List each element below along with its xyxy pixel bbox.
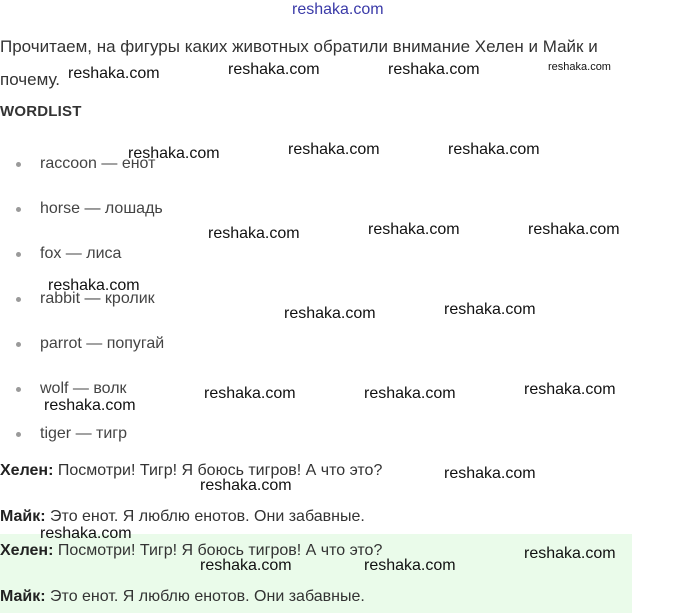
bullet-icon xyxy=(16,432,21,437)
wordlist-item-text: raccoon — енот xyxy=(40,155,156,172)
watermark: reshaka.com xyxy=(524,381,616,398)
speaker-name: Хелен: xyxy=(0,462,54,479)
bullet-icon xyxy=(16,387,21,392)
dialog-line xyxy=(0,588,365,606)
dialog-text: Посмотри! Тигр! Я боюсь тигров! А что это? xyxy=(53,462,383,479)
watermark: reshaka.com xyxy=(388,61,480,78)
bullet-icon xyxy=(16,207,21,212)
speaker-name: Майк: xyxy=(0,588,46,605)
wordlist-item-text: tiger — тигр xyxy=(40,425,128,442)
watermark: reshaka.com xyxy=(444,301,536,318)
wordlist-item-text: wolf — волк xyxy=(40,380,127,397)
watermark: reshaka.com xyxy=(524,545,616,562)
dialog-text: Это енот. Я люблю енотов. Они забавные. xyxy=(45,508,365,525)
dialog-text: Это енот. Я люблю енотов. Они забавные. xyxy=(45,588,365,605)
dialog-text: Посмотри! Тигр! Я боюсь тигров! А что это? xyxy=(53,542,383,559)
watermark: reshaka.com xyxy=(548,61,611,73)
bullet-icon xyxy=(16,162,21,167)
dialog-line xyxy=(0,462,382,480)
watermark: reshaka.com xyxy=(444,465,536,482)
watermark: reshaka.com xyxy=(200,477,292,494)
watermark: reshaka.com xyxy=(48,277,140,294)
bullet-icon xyxy=(16,297,21,302)
speaker-name: Майк: xyxy=(0,508,46,525)
watermark: reshaka.com xyxy=(68,65,160,82)
bullet-icon xyxy=(16,342,21,347)
watermark: reshaka.com xyxy=(364,557,456,574)
watermark: reshaka.com xyxy=(288,141,380,158)
watermark: reshaka.com xyxy=(200,557,292,574)
wordlist-item-text: rabbit — кролик xyxy=(40,290,155,307)
watermark: reshaka.com xyxy=(228,61,320,78)
watermark: reshaka.com xyxy=(40,525,132,542)
watermark-top: reshaka.com xyxy=(292,1,384,18)
bullet-icon xyxy=(16,252,21,257)
wordlist-item-text: fox — лиса xyxy=(40,245,122,262)
speaker-name: Хелен: xyxy=(0,542,54,559)
watermark: reshaka.com xyxy=(128,145,220,162)
watermark: reshaka.com xyxy=(208,225,300,242)
watermark: reshaka.com xyxy=(44,397,136,414)
dialog-line xyxy=(0,508,365,526)
watermark: reshaka.com xyxy=(528,221,620,238)
dialog-line xyxy=(0,542,382,560)
wordlist-item-text: horse — лошадь xyxy=(40,200,163,217)
wordlist-item-text: parrot — попугай xyxy=(40,335,165,352)
watermark: reshaka.com xyxy=(284,305,376,322)
watermark: reshaka.com xyxy=(448,141,540,158)
watermark: reshaka.com xyxy=(364,385,456,402)
watermark: reshaka.com xyxy=(368,221,460,238)
wordlist-heading: WORDLIST xyxy=(0,103,82,120)
watermark: reshaka.com xyxy=(204,385,296,402)
intro-paragraph: Прочитаем, на фигуры каких животных обратили внимание Хелен и Майк и почему. xyxy=(0,37,598,89)
